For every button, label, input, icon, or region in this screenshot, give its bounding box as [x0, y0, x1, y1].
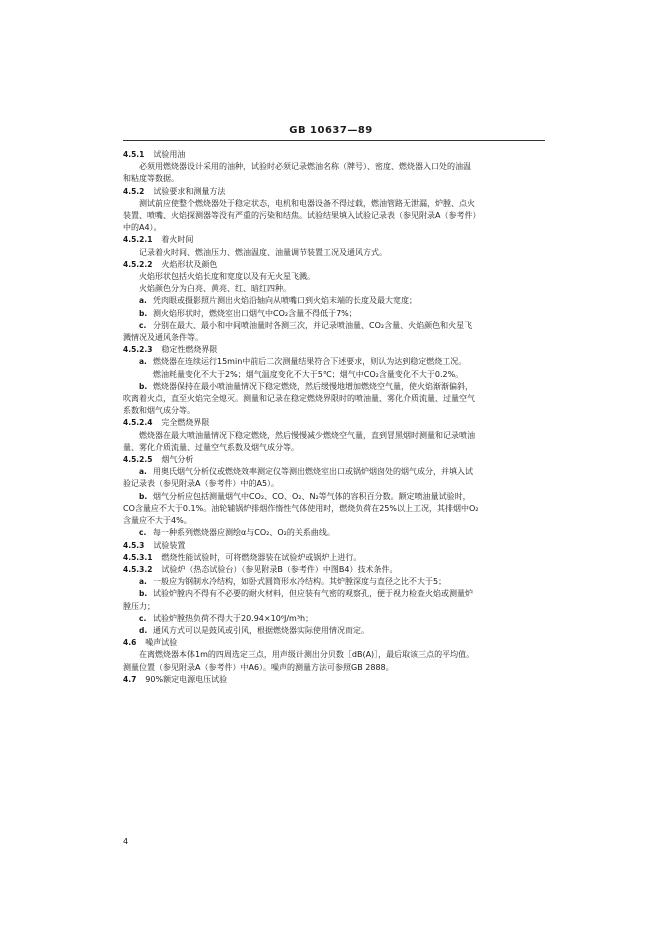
section-heading [123, 234, 547, 246]
paragraph-line: 测试前应使整个燃烧器处于稳定状态，电机和电器设备不得过载，燃油管路无泄漏，炉膛、点火 [139, 198, 475, 208]
section-title: 噪声试验 [145, 638, 178, 648]
standard-code-header: GB 10637—89 [289, 125, 373, 136]
section-title: 试验炉（热态试验台）（参见附录B（参考件）中图B4）技术条件。 [161, 564, 398, 574]
list-item [123, 295, 547, 307]
list-item [123, 356, 547, 368]
list-item [123, 576, 547, 588]
section-number: 4.5.3 [123, 540, 145, 550]
list-item-marker: b. [139, 491, 148, 501]
section-number: 4.5.1 [123, 150, 145, 159]
list-item-marker: a. [139, 467, 147, 477]
list-item-marker: a. [139, 357, 147, 367]
section-title: 完全燃烧界限 [161, 418, 210, 428]
list-item-continuation: 验记录表（参见附录A（参考件）中的A5）。 [123, 479, 280, 489]
paragraph-line: 量、雾化介质流量、过量空气系数及烟气成分等。 [123, 442, 299, 452]
section-title: 烟气分析 [161, 455, 194, 465]
list-item-text: 分别在最大、最小和中间喷油量时各测三次，并记录喷油量、CO₂含量、火焰颜色和火星飞 [153, 320, 473, 330]
section-number: 4.5.2.1 [123, 235, 153, 245]
section-number: 4.6 [123, 638, 137, 648]
list-item-marker: c. [139, 613, 147, 623]
list-item-marker [139, 369, 153, 381]
list-item-text: 凭肉眼或摄影照片测出火焰沿轴向从喷嘴口到火焰末端的长度及最大宽度； [153, 296, 417, 306]
paragraph-line: 火焰颜色分为白亮、黄亮、红、暗红四种。 [139, 284, 291, 294]
list-item [123, 613, 547, 625]
list-item-marker: a. [139, 577, 147, 587]
section-heading [123, 674, 547, 686]
header-rule [123, 140, 545, 141]
section-heading [123, 540, 547, 552]
section-title: 着火时间 [161, 235, 194, 245]
list-item-text: 通风方式可以是鼓风或引风，根据燃烧器实际使用情况而定。 [153, 625, 369, 635]
section-heading [123, 417, 547, 429]
section-heading [123, 637, 547, 649]
list-item [123, 527, 547, 539]
list-item-text: 燃烧器在连续运行15min中前后二次测量结果符合下述要求，则认为达到稳定燃烧工况。 [153, 357, 467, 367]
page-number: 4 [123, 837, 129, 846]
section-heading [123, 344, 547, 356]
paragraph-line: 中的A4）。 [123, 223, 162, 233]
list-item [123, 491, 547, 503]
section-number: 4.7 [123, 674, 137, 684]
section-title: 燃烧性能试验时，可将燃烧器装在试验炉或锅炉上进行。 [161, 552, 362, 562]
list-item-continuation: 溅情况及通风条件等。 [123, 333, 203, 343]
list-item-text: 用奥氏烟气分析仪或燃烧效率测定仪等测出燃烧室出口或锅炉烟囱处的烟气成分，并填入试 [153, 467, 473, 477]
document-body [123, 149, 547, 686]
list-item-marker: c. [139, 320, 147, 330]
paragraph-line: 火焰形状包括火焰长度和宽度以及有无火星飞溅。 [139, 272, 315, 282]
section-heading [123, 259, 547, 271]
section-number: 4.5.2.2 [123, 259, 153, 269]
list-item [123, 625, 547, 637]
section-number: 4.5.3.2 [123, 564, 153, 574]
section-heading [123, 454, 547, 466]
list-item-text: 烟气分析应包括测量烟气中CO₂、CO、O₂、N₂等气体的容积百分数。额定喷油量试验时， [153, 491, 471, 501]
section-number: 4.5.2.4 [123, 418, 153, 428]
section-title: 稳定性燃烧界限 [161, 345, 218, 355]
list-item [123, 381, 547, 393]
list-item-marker: b. [139, 308, 148, 318]
section-heading [123, 149, 547, 161]
section-number: 4.5.2 [123, 186, 145, 196]
section-number: 4.5.2.5 [123, 455, 153, 465]
list-item-continuation: CO含量应不大于0.1%。油轮辅锅炉排烟作惰性气体使用时，燃烧负荷在25%以上工况，其排烟中O₂ [123, 503, 479, 513]
paragraph-line: 测量位置（参见附录A（参考件）中A6）。噪声的测量方法可参照GB 2888。 [123, 662, 394, 672]
list-item-text: 燃油耗量变化不大于2%；烟气温度变化不大于5℃；烟气中CO₂含量变化不大于0.2%。 [153, 369, 464, 379]
section-number: 4.5.2.3 [123, 345, 153, 355]
section-heading [123, 564, 547, 576]
section-title: 试验装置 [153, 540, 186, 550]
list-item-text: 每一种系列燃烧器应测绘α与CO₂、O₂的关系曲线。 [153, 528, 335, 538]
paragraph-line: 记录着火时间、燃油压力、燃油温度、油量调节装置工况及通风方式。 [139, 247, 387, 257]
list-item-marker: c. [139, 528, 147, 538]
paragraph-line: 必须用燃烧器设计采用的油种，试验时必须记录燃油名称（牌号）、密度、燃烧器入口处的油温 [139, 162, 471, 172]
list-item [123, 369, 547, 381]
paragraph-line: 装置、喷嘴、火焰探测器等没有严重的污染和结焦。试验结果填入试验记录表（参见附录A（参考件） [123, 211, 481, 221]
list-item-continuation: 膛压力； [123, 601, 155, 611]
list-item-marker: d. [139, 625, 148, 635]
list-item-marker: a. [139, 296, 147, 306]
list-item-text: 一般应为钢制水冷结构，如卧式圆筒形水冷结构。其炉膛深度与直径之比不大于5； [153, 577, 447, 587]
list-item-text: 试验炉膛内不得有不必要的耐火材料，但应装有气密的观察孔，便于视力检查火焰或测量炉 [153, 589, 473, 599]
list-item-text: 燃烧器保持在最小喷油量情况下稳定燃烧，然后缓慢地增加燃烧空气量，使火焰渐渐偏斜， [153, 381, 473, 391]
list-item [123, 320, 547, 332]
section-title: 试验用油 [153, 150, 186, 159]
section-title: 90%额定电源电压试验 [145, 674, 228, 684]
list-item-continuation: 系数和烟气成分等。 [123, 406, 195, 416]
section-heading [123, 552, 547, 564]
list-item [123, 466, 547, 478]
section-title: 火焰形状及颜色 [161, 259, 218, 269]
section-number: 4.5.3.1 [123, 552, 153, 562]
list-item-marker: b. [139, 381, 148, 391]
paragraph-line: 和粘度等数据。 [123, 174, 179, 184]
paragraph-line: 燃烧器在最大喷油量情况下稳定燃烧，然后慢慢减少燃烧空气量，直到冒黑烟时测量和记录喷油 [139, 430, 475, 440]
section-title: 试验要求和测量方法 [153, 186, 226, 196]
list-item [123, 308, 547, 320]
list-item-continuation: 吹离着火点，直至火焰完全熄灭。测量和记录在稳定燃烧界限时的喷油量、雾化介质流量、过量空气 [123, 394, 475, 404]
section-heading [123, 186, 547, 198]
paragraph-line: 在离燃烧器本体1m的四周选定三点，用声级计测出分贝数［dB(A)］，最后取该三点的平均值。 [139, 650, 475, 660]
list-item-marker: b. [139, 589, 148, 599]
list-item-text: 试验炉膛热负荷不得大于20.94×10⁶J/m³h； [153, 613, 314, 623]
list-item-continuation: 含量应不大于4%。 [123, 516, 192, 526]
list-item [123, 588, 547, 600]
list-item-text: 测火焰形状时，燃烧室出口烟气中CO₂含量不得低于7%； [153, 308, 357, 318]
